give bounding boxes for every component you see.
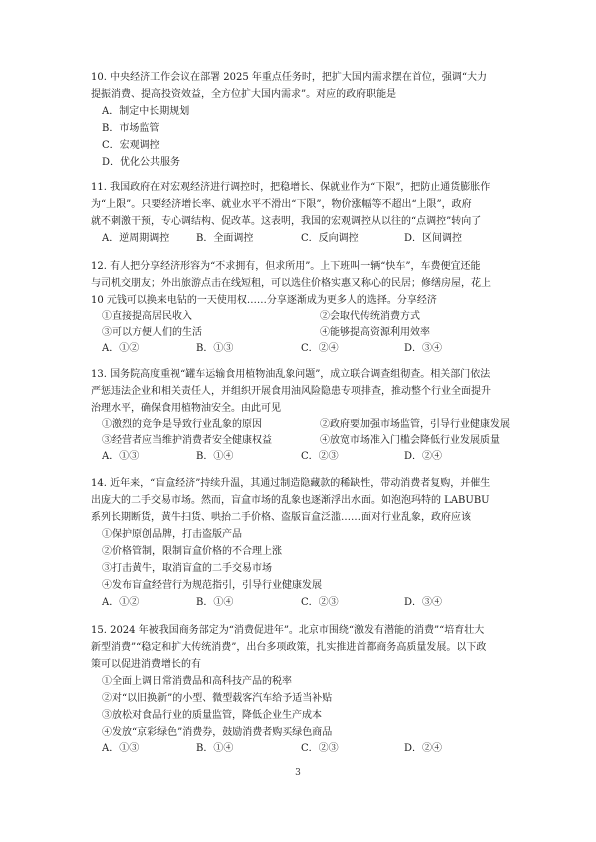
q11-option-b: B．全面调控	[196, 233, 254, 244]
q13-item-3: ③经营者应当维护消费者安全健康权益	[102, 435, 272, 446]
q15-item-3: ③放松对食品行业的质量监管，降低企业生产成本	[102, 710, 322, 721]
q14-stem-line-2: 出庞大的二手交易市场。然而，盲盒市场的乱象也逐渐浮出水面。如泡泡玛特的 LABUBU	[91, 495, 490, 506]
q11-stem-line-1: 11. 我国政府在对宏观经济进行调控时，把稳增长、保就业作为“下限”，把防止通货膨胀作	[91, 182, 491, 193]
q10-option-d: D．优化公共服务	[102, 157, 181, 168]
q10-option-c: C．宏观调控	[102, 140, 160, 151]
q15-option-a: A．①③	[102, 743, 140, 754]
q12-item-4: ④能够提高资源利用效率	[320, 327, 430, 338]
q15-item-2: ②对“以旧换新”的小型、微型载客汽车给予适当补贴	[102, 693, 333, 704]
q10-option-a: A．制定中长期规划	[102, 106, 190, 117]
q13-option-c: C．②③	[301, 451, 339, 462]
q10-stem-line-2: 提振消费、提高投资效益，全方位扩大国内需求”。对应的政府职能是	[91, 89, 397, 100]
q13-option-b: B．①④	[196, 451, 234, 462]
q15-option-d: D．②④	[404, 743, 443, 754]
q14-option-b: B．①④	[196, 597, 234, 608]
q13-option-d: D．②④	[404, 451, 443, 462]
q11-stem-line-3: 就不刺激干预，专心调结构、促改革。这表明，我国的宏观调控从以往的“点调控”转向了	[91, 216, 482, 227]
q12-stem-line-1: 12. 有人把分享经济形容为“不求拥有，但求所用”。上下班叫一辆“快车”，车费便宜还能	[91, 261, 481, 272]
q14-option-a: A．①②	[102, 597, 140, 608]
q12-item-3: ③可以方便人们的生活	[102, 327, 202, 338]
q13-option-a: A．①③	[102, 451, 140, 462]
q12-option-a: A．①②	[102, 343, 140, 354]
q15-item-1: ①全面上调日常消费品和高科技产品的税率	[102, 676, 292, 687]
q15-option-c: C．②③	[301, 743, 339, 754]
q15-stem-line-2: 新型消费”“稳定和扩大传统消费”，出台多项政策，扎实推进首都商务高质量发展。以下政	[91, 642, 487, 653]
q13-stem-line-2: 严惩违法企业和相关责任人，并组织开展食用油风险隐患专项排查，推动整个行业全面提升	[91, 386, 491, 397]
q12-item-2: ②会取代传统消费方式	[320, 311, 420, 322]
q10-option-b: B．市场监管	[102, 123, 160, 134]
q14-option-c: C．②③	[301, 597, 339, 608]
q15-stem-line-3: 策可以促进消费增长的有	[91, 659, 201, 670]
q11-option-a: A．逆周期调控	[102, 233, 170, 244]
q15-option-b: B．①④	[196, 743, 234, 754]
q14-item-4: ④发布盲盒经营行为规范指引，引导行业健康发展	[102, 580, 322, 591]
q11-option-d: D．区间调控	[404, 233, 463, 244]
q14-option-d: D．③④	[404, 597, 443, 608]
q13-item-2: ②政府要加强市场监管，引导行业健康发展	[320, 419, 510, 430]
q12-stem-line-3: 10 元钱可以换来电钻的一天使用权……分享逐渐成为更多人的选择。分享经济	[91, 295, 437, 306]
q13-item-1: ①激烈的竞争是导致行业乱象的原因	[102, 419, 262, 430]
q15-item-4: ④发放“京彩绿色”消费券，鼓励消费者购买绿色商品	[102, 727, 333, 738]
q14-stem-line-1: 14. 近年来，“盲盒经济”持续升温，其通过制造隐藏款的稀缺性，带动消费者复购，并催生	[91, 478, 491, 489]
q14-item-2: ②价格管制，限制盲盒价格的不合理上涨	[102, 546, 282, 557]
q12-option-d: D．③④	[404, 343, 443, 354]
q13-stem-line-3: 治理水平，确保食用植物油安全。由此可见	[91, 403, 281, 414]
q12-stem-line-2: 与司机交朋友；外出旅游点击在线短租，可以选住价格实惠又称心的民居；修缮房屋，花上	[91, 278, 491, 289]
q13-item-4: ④放宽市场准入门槛会降低行业发展质量	[320, 435, 500, 446]
q14-item-1: ①保护原创品牌，打击盗版产品	[102, 529, 242, 540]
q13-stem-line-1: 13. 国务院高度重视“罐车运输食用植物油乱象问题”，成立联合调查组彻查。相关部门依法	[91, 369, 491, 380]
q10-stem-line-1: 10. 中央经济工作会议在部署 2025 年重点任务时，把扩大国内需求摆在首位，强调“大力	[91, 72, 488, 83]
q11-stem-line-2: 为“上限”。只要经济增长率、就业水平不滑出“下限”，物价涨幅等不超出“上限”，政府	[91, 199, 472, 210]
q12-item-1: ①直接提高居民收入	[102, 311, 192, 322]
q15-stem-line-1: 15. 2024 年被我国商务部定为“消费促进年”。北京市围绕“激发有潜能的消费”“培育壮大	[91, 625, 485, 636]
q12-option-b: B．①③	[196, 343, 234, 354]
q11-option-c: C．反向调控	[301, 233, 359, 244]
q14-item-3: ③打击黄牛，取消盲盒的二手交易市场	[102, 563, 272, 574]
q12-option-c: C．②④	[301, 343, 339, 354]
page-number: 3	[295, 768, 301, 778]
q14-stem-line-3: 系列长期断货，黄牛扫货、哄抬二手价格、盗版盲盒泛滥……面对行业乱象，政府应该	[91, 512, 471, 523]
